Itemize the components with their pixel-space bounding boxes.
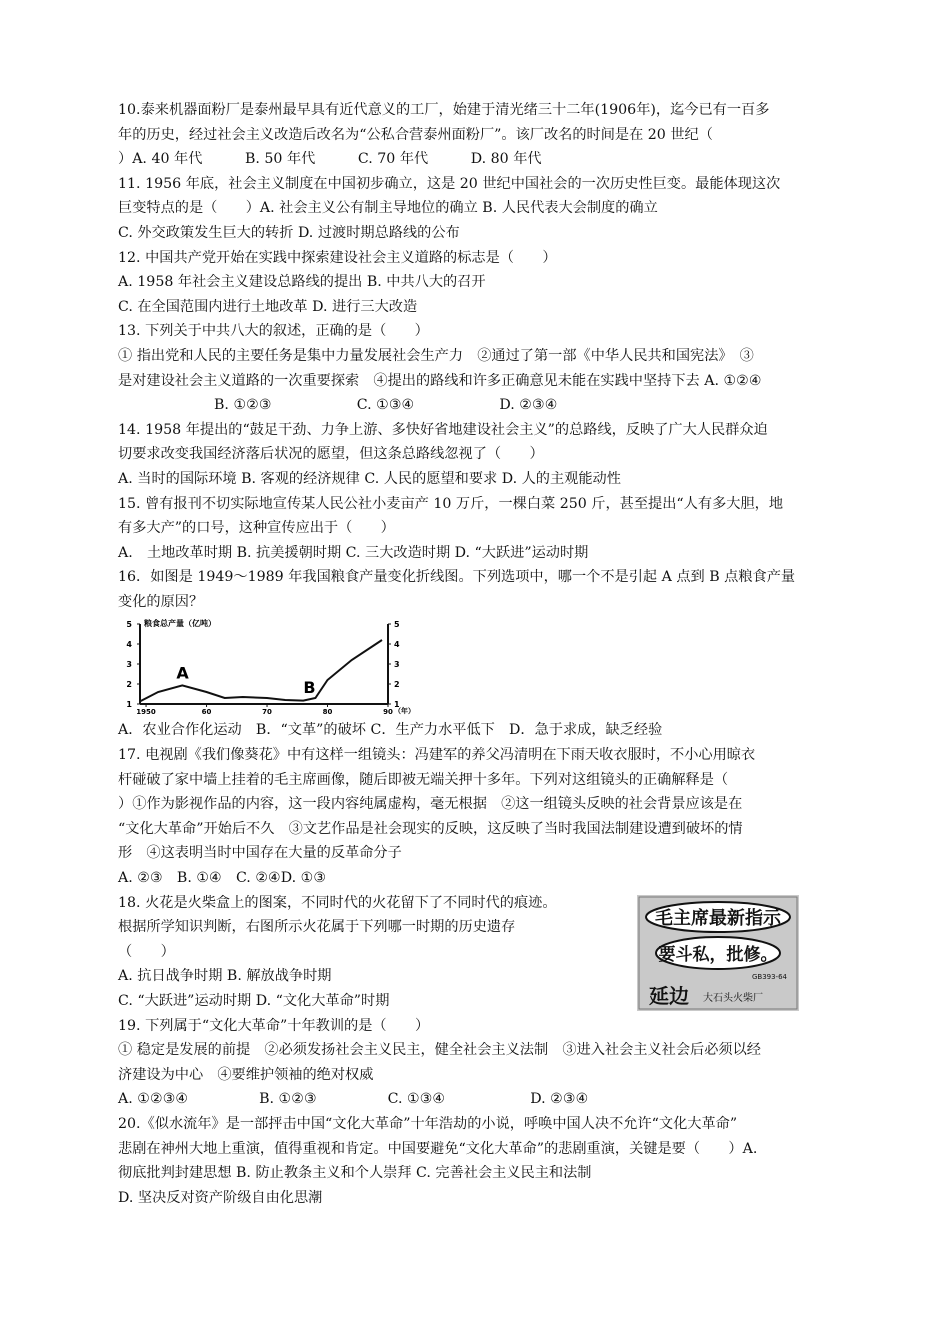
chart-x-tick-label: 80 xyxy=(322,708,333,717)
question-line: 济建设为中心 ④要维护领袖的绝对权威 xyxy=(118,1066,374,1083)
question-line: （ ） xyxy=(118,943,175,960)
question-12 xyxy=(118,246,888,320)
options-line: C. “大跃进”运动时期 D. “文化大革命”时期 xyxy=(118,993,390,1009)
chart-x-tick-label: 1950 xyxy=(136,708,156,717)
question-line: 14. 1958 年提出的“鼓足干劲、力争上游、多快好省地建设社会主义”的总路线，反映了广大人民群众迫 xyxy=(118,421,768,438)
question-line: 悲剧在神州大地上重演，值得重视和肯定。中国要避免“文化大革命”的悲剧重演，关键是要（ ）A. xyxy=(118,1140,758,1157)
question-17 xyxy=(118,743,888,891)
options-line: A. 土地改革时期 B. 抗美援朝时期 C. 三大改造时期 D. “大跃进”运动时期 xyxy=(118,544,589,561)
options-line: A. 当时的国际环境 B. 客观的经济规律 C. 人民的愿望和要求 D. 人的主观能动性 xyxy=(118,470,621,487)
question-line: 形 ④这表明当时中国存在大量的反革命分子 xyxy=(118,845,402,862)
question-13 xyxy=(118,319,888,417)
question-line: ）①作为影视作品的内容，这一段内容纯属虚构，毫无根据 ②这一组镜头反映的社会背景应该是在 xyxy=(118,796,743,813)
question-10 xyxy=(118,98,888,172)
options-line: B. ①②③ C. ①③④ D. ②③④ xyxy=(214,397,558,414)
chart-y-tick-label-right: 5 xyxy=(394,620,400,630)
grain-output-chart xyxy=(120,616,420,716)
question-line: 是对建设社会主义道路的一次重要探索 ④提出的路线和许多正确意见未能在实践中坚持下去 A. ①②④ xyxy=(118,372,762,389)
question-line: 10.泰来机器面粉厂是泰州最早具有近代意义的工厂，始建于清光绪三十二年(1906年)，迄今已有一百多 xyxy=(118,102,770,118)
options-line: A. ②③ B. ①④ C. ②④D. ①③ xyxy=(118,870,327,887)
label-slogan: 要斗私，批修。 xyxy=(658,944,778,965)
chart-x-tick-label: 90 xyxy=(383,708,393,717)
options-line: A. 1958 年社会主义建设总路线的提出 B. 中共八大的召开 xyxy=(118,274,486,291)
label-title: 毛主席最新指示 xyxy=(655,907,781,929)
chart-x-axis-label: （年） xyxy=(394,707,415,716)
question-15 xyxy=(118,492,888,566)
question-line: “文化大革命”开始后不久 ③文艺作品是社会现实的反映，这反映了当时我国法制建设遭到破坏的情 xyxy=(118,820,743,837)
question-line: 13. 下列关于中共八大的叙述，正确的是（ ） xyxy=(118,323,429,340)
options-line: C. 外交政策发生巨大的转折 D. 过渡时期总路线的公布 xyxy=(118,224,460,241)
question-18 xyxy=(118,891,888,1014)
question-line: 15. 曾有报刊不切实际地宣传某人民公社小麦亩产 10 万斤，一棵白菜 250 斤，甚至提出“人有多大胆，地 xyxy=(118,495,784,512)
chart-y-tick-label-right: 1 xyxy=(394,700,400,710)
question-11 xyxy=(118,172,888,246)
question-line: 16．如图是 1949～1989 年我国粮食产量变化折线图。下列选项中，哪一个不是引起 A 点到 B 点粮食产量 xyxy=(118,569,796,586)
matchbox-label-svg xyxy=(637,895,799,1011)
chart-y-tick-label-left: 3 xyxy=(126,660,132,670)
chart-x-tick-label: 60 xyxy=(201,708,212,717)
question-line: 杆碰破了家中墙上挂着的毛主席画像，随后即被无端关押十多年。下列对这组镜头的正确解释是（ xyxy=(118,771,729,788)
chart-y-tick-label-right: 2 xyxy=(394,680,400,690)
chart-y-tick-label-left: 2 xyxy=(126,680,132,690)
question-line: ① 稳定是发展的前提 ②必须发扬社会主义民主，健全社会主义法制 ③进入社会主义社会后必须以经 xyxy=(118,1042,761,1059)
grain-chart-svg xyxy=(120,616,420,716)
question-line: 17. 电视剧《我们像葵花》中有这样一组镜头：冯建军的养父冯清明在下雨天收衣服时，不小心用晾衣 xyxy=(118,747,756,764)
options-line: A．农业合作化运动 B．“文革”的破坏 C．生产力水平低下 D．急于求成，缺乏经验 xyxy=(118,722,663,739)
label-code: GB393-64 xyxy=(751,972,787,981)
options-line: A. 抗日战争时期 B. 解放战争时期 xyxy=(118,968,332,985)
question-line: 11. 1956 年底，社会主义制度在中国初步确立，这是 20 世纪中国社会的一次历史性巨变。最能体现这次 xyxy=(118,175,781,192)
chart-point-label-b: B xyxy=(303,678,316,698)
options-line: C. 在全国范围内进行土地改革 D. 进行三大改造 xyxy=(118,298,418,315)
question-line: 彻底批判封建思想 B. 防止教条主义和个人崇拜 C. 完善社会主义民主和法制 xyxy=(118,1165,592,1182)
question-line: 有多大产”的口号，这种宣传应出于（ ） xyxy=(118,520,395,537)
chart-y-tick-label-left: 1 xyxy=(126,700,132,710)
chart-y-tick-label-right: 4 xyxy=(394,640,400,650)
options-line: D. 坚决反对资产阶级自由化思潮 xyxy=(118,1189,323,1206)
question-20 xyxy=(118,1112,888,1210)
question-line: 变化的原因？ xyxy=(118,593,204,610)
chart-point-label-a: A xyxy=(176,663,189,683)
question-line: ① 指出党和人民的主要任务是集中力量发展社会生产力 ②通过了第一部《中华人民共和国宪法》 ③ xyxy=(118,347,754,364)
options-line: ）A. 40 年代 B. 50 年代 C. 70 年代 D. 80 年代 xyxy=(118,151,542,168)
chart-y-tick-label-right: 3 xyxy=(394,660,400,670)
exam-page xyxy=(118,98,888,1210)
question-line: 18. 火花是火柴盒上的图案，不同时代的火花留下了不同时代的痕迹。 xyxy=(118,894,557,911)
question-line: 12. 中国共产党开始在实践中探索建设社会主义道路的标志是（ ） xyxy=(118,249,557,266)
matchbox-label-image xyxy=(637,895,799,1011)
question-line: 切要求改变我国经济落后状况的愿望，但这条总路线忽视了（ ） xyxy=(118,446,544,463)
options-line: A. ①②③④ B. ①②③ C. ①③④ D. ②③④ xyxy=(118,1091,589,1108)
chart-y-tick-label-left: 5 xyxy=(126,620,132,630)
question-line: 20.《似水流年》是一部抨击中国“文化大革命”十年浩劫的小说，呼唤中国人决不允许“文化大革命” xyxy=(118,1115,738,1132)
chart-y-tick-label-left: 4 xyxy=(126,640,132,650)
chart-x-tick-label: 70 xyxy=(262,708,272,717)
question-19 xyxy=(118,1014,888,1112)
question-14 xyxy=(118,418,888,492)
label-brand: 延边 xyxy=(649,983,689,1008)
question-line: 19. 下列属于“文化大革命”十年教训的是（ ） xyxy=(118,1017,430,1034)
question-line: 年的历史，经过社会主义改造后改名为“公私合营泰州面粉厂”。该厂改名的时间是在 20 世纪（ xyxy=(118,126,713,143)
question-line: 巨变特点的是（ ）A. 社会主义公有制主导地位的确立 B. 人民代表大会制度的确立 xyxy=(118,200,658,217)
question-line: 根据所学知识判断，右图所示火花属于下列哪一时期的历史遗存 xyxy=(118,919,516,936)
question-16 xyxy=(118,565,888,743)
label-factory: 大石头火柴厂 xyxy=(703,992,763,1004)
chart-title: 粮食总产量（亿吨） xyxy=(144,619,216,629)
